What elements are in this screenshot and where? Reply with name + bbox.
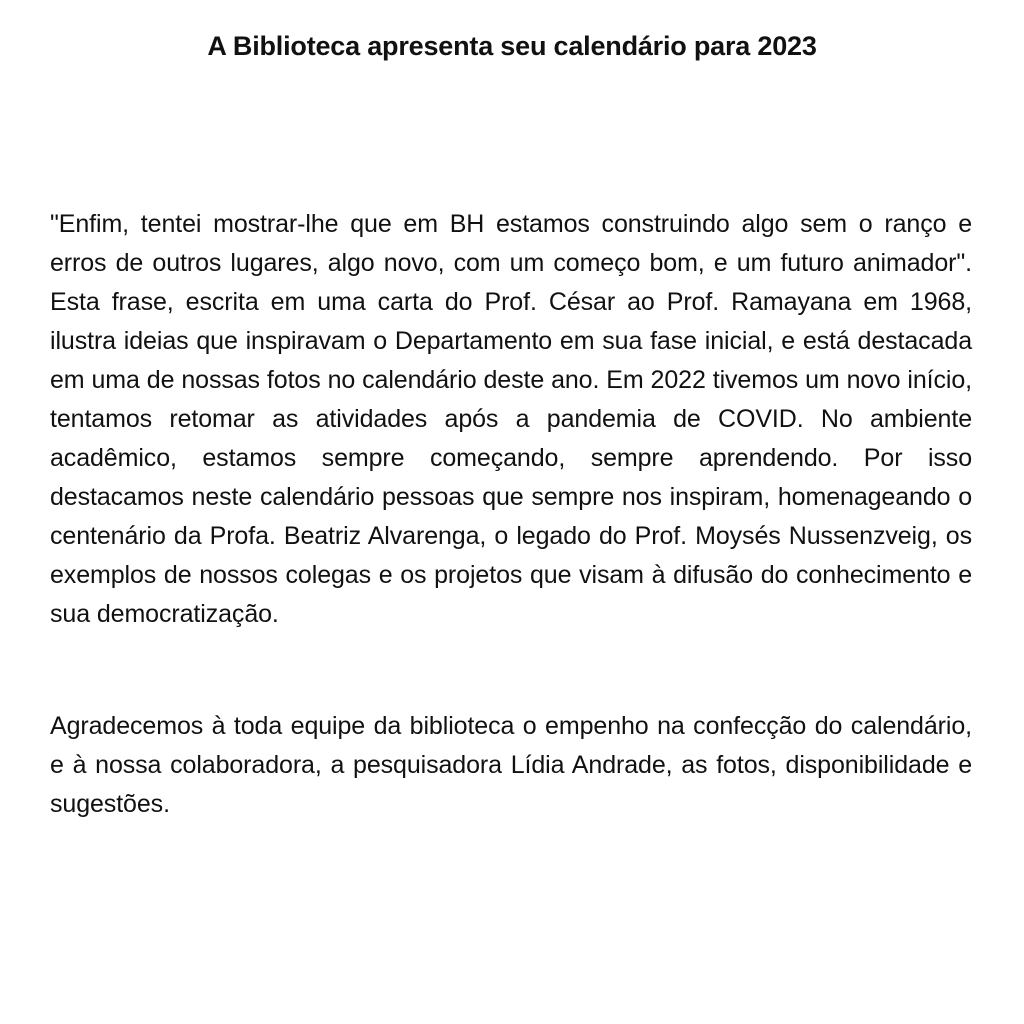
- paragraph-acknowledgements: Agradecemos à toda equipe da biblioteca o empenho na confecção do calendário, e à nossa colaboradora, a pesquisadora Lídia Andrade, as fotos, disponibilidade e sugestões.: [50, 712, 972, 818]
- page-title: A Biblioteca apresenta seu calendário para 2023: [207, 31, 817, 61]
- paragraph-intro: "Enfim, tentei mostrar-lhe que em BH estamos construindo algo sem o ranço e erros de outros lugares, algo novo, com um começo bom, e um futuro animador". Esta frase, escrita em uma carta do Prof. César ao Prof. Ramayana em 1968, ilustra ideias que inspiravam o Departamento em sua fase inicial, e está destacada em uma de nossas fotos no calendário deste ano. Em 2022 tivemos um novo início, tentamos retomar as atividades após a pandemia de COVID. No ambiente acadêmico, estamos sempre começando, sempre aprendendo. Por isso destacamos neste calendário pessoas que sempre nos inspiram, homenageando o centenário da Profa. Beatriz Alvarenga, o legado do Prof. Moysés Nussenzveig, os exemplos de nossos colegas e os projetos que visam à difusão do conhecimento e sua democratização.: [50, 210, 972, 628]
